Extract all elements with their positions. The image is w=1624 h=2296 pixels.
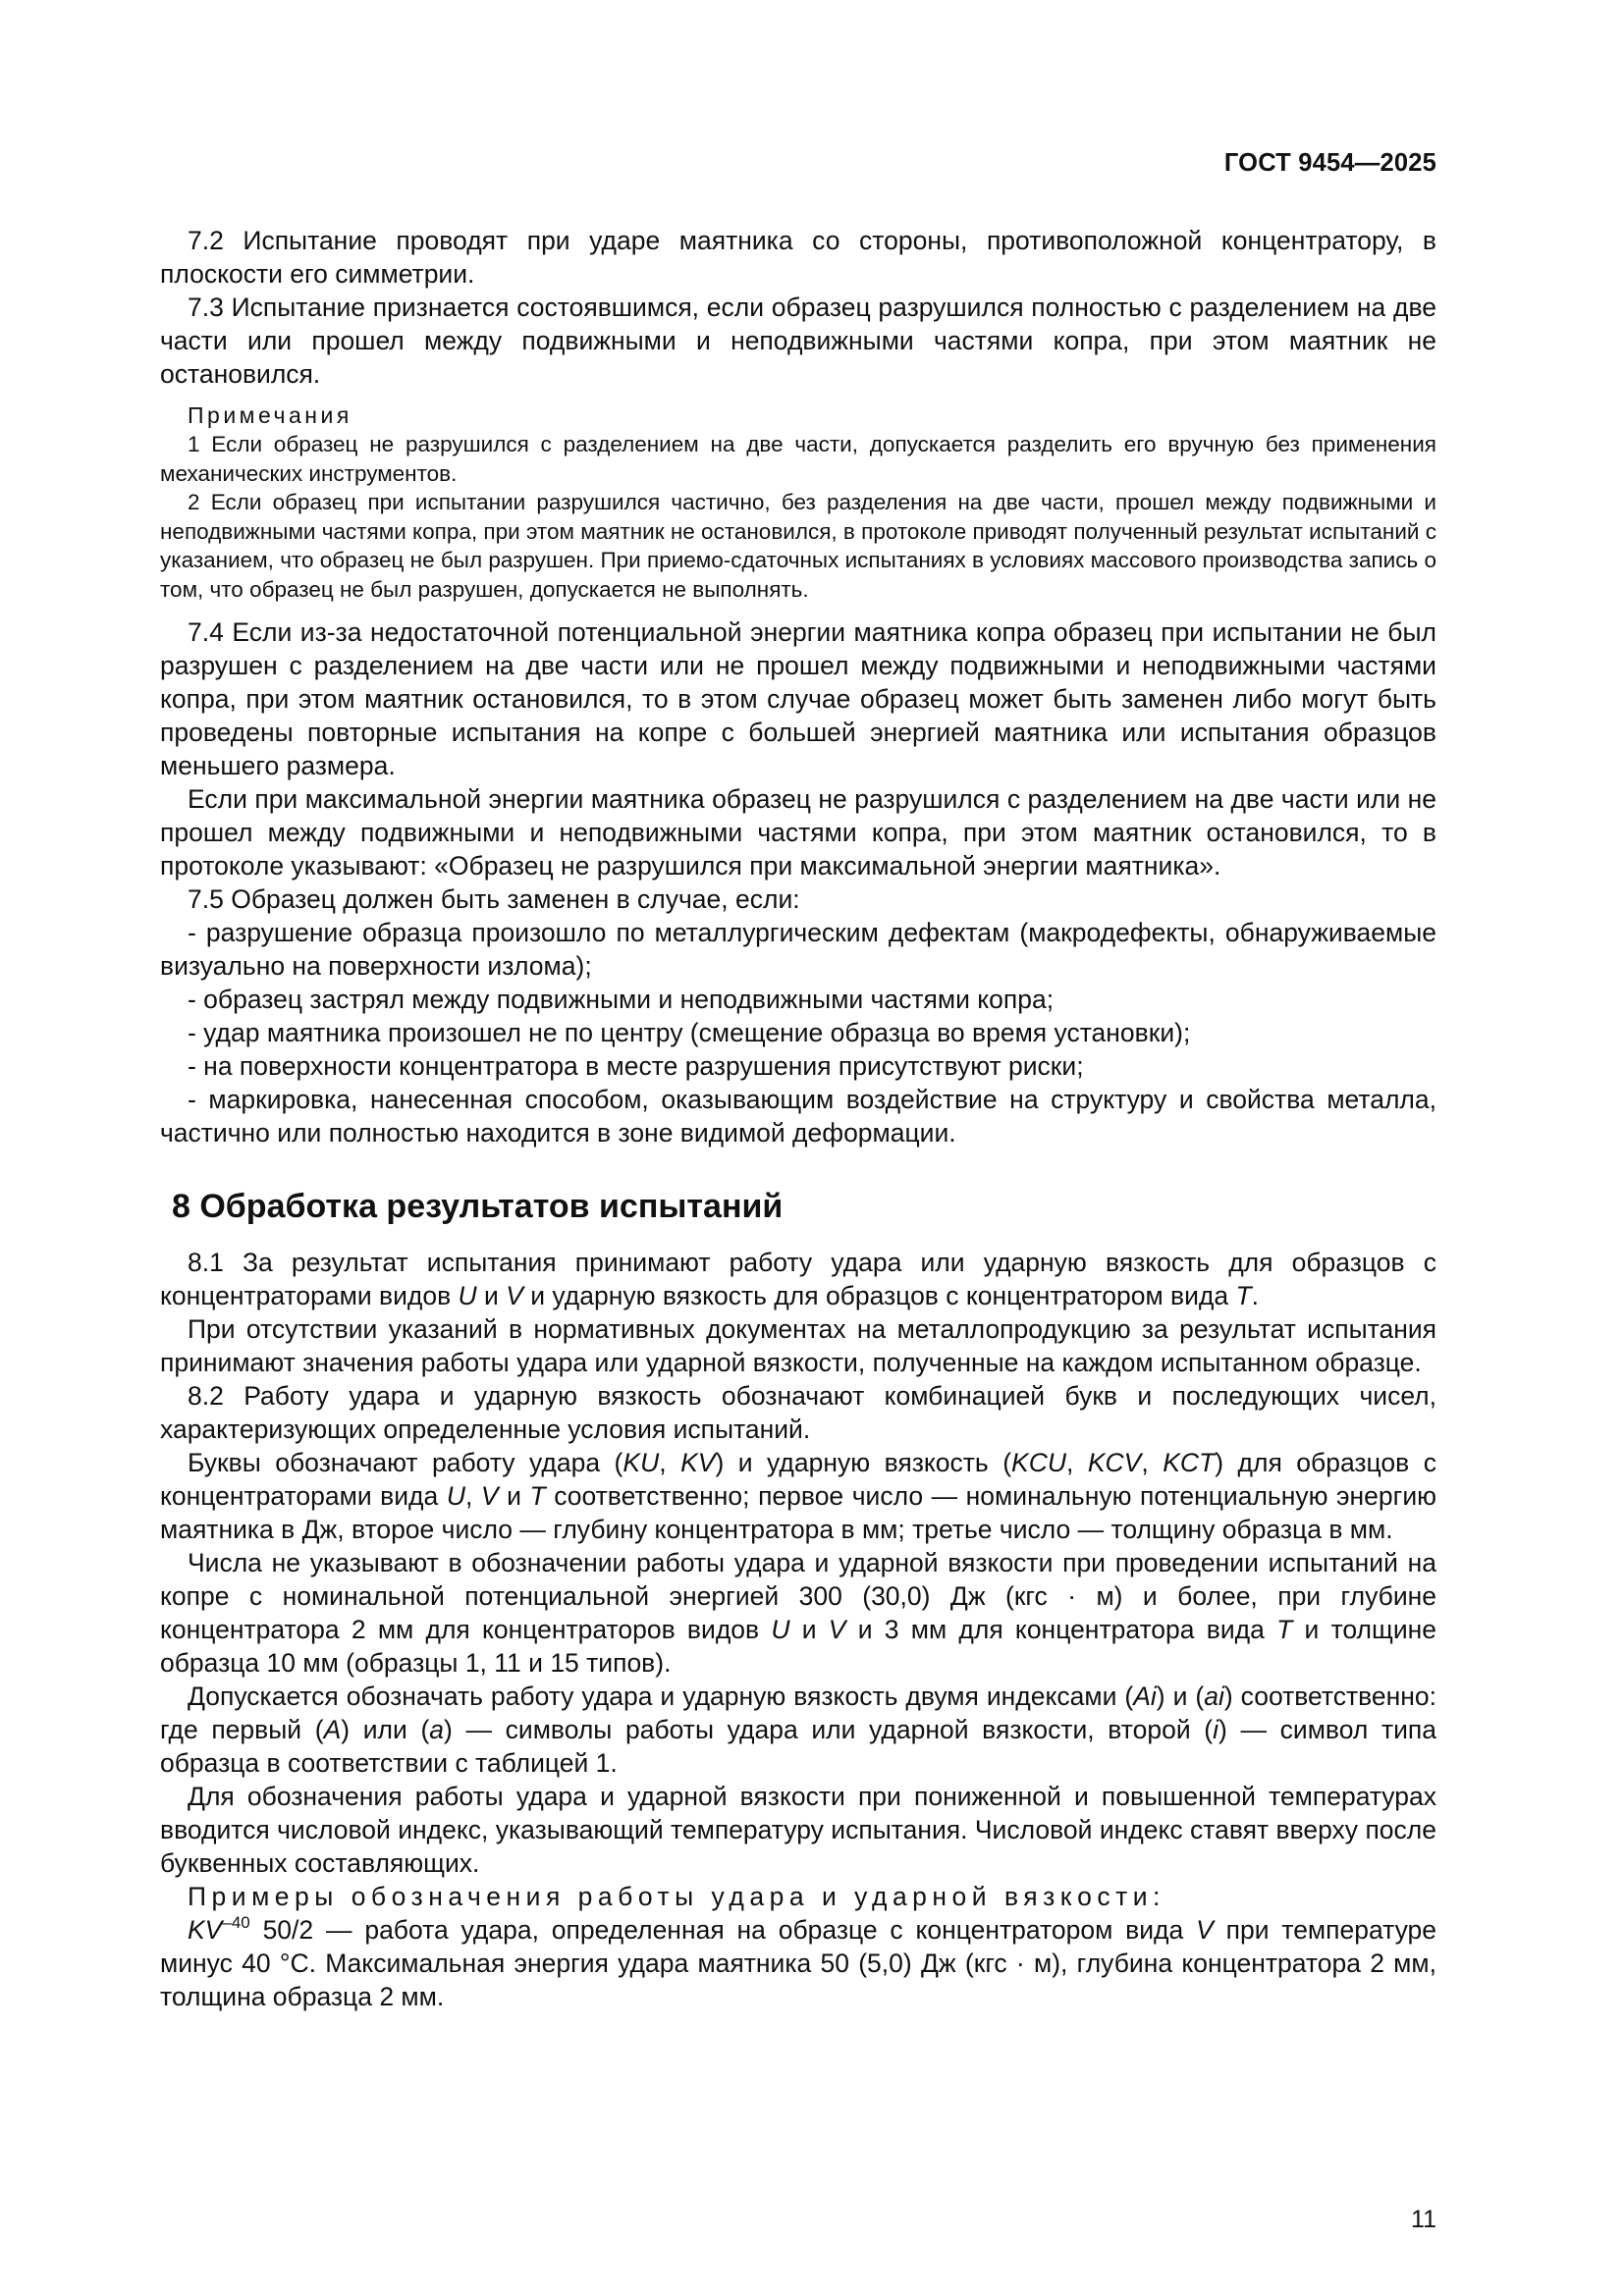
clause-7-3: 7.3 Испытание признается состоявшимся, если образец разрушился полностью с разделением на две части или прошел между подвижными и неподвижными частями копра, при этом маятник не остановился.: [160, 293, 1436, 389]
letters-paragraph: Буквы обозначают работу удара (KU, KV) и ударную вязкость (KCU, KCV, KCT) для образцов с концентраторами вида U, V и T соответственно; первое число — номинальную потенциальную энергию маятника в Дж, второе число — глубину концентратора в мм; третье число — толщину образца в мм.: [160, 1448, 1437, 1544]
bullet-item: - разрушение образца произошло по металлургическим дефектам (макродефекты, обнаруживаемые визуально на поверхности излома);: [160, 918, 1436, 981]
bullet-item: - на поверхности концентратора в месте разрушения присутствуют риски;: [188, 1051, 1084, 1081]
clause-7-4-paragraph: Если при максимальной энергии маятника образец не разрушился с разделением на две части или не прошел между подвижными и неподвижными частями копра, при этом маятник остановился, то в протоколе указывают: «Образец не разрушился при максимальной энергии маятника».: [160, 784, 1436, 881]
bullet-item: - маркировка, нанесенная способом, оказывающим воздействие на структуру и свойства металла, частично или полностью находится в зоне видимой деформации.: [160, 1085, 1436, 1148]
clause-8-2: 8.2 Работу удара и ударную вязкость обозначают комбинацией букв и последующих чисел, характеризующих определенные условия испытаний.: [160, 1381, 1436, 1444]
section-8-heading: 8 Обработка результатов испытаний: [172, 1188, 784, 1225]
clause-7-5: 7.5 Образец должен быть заменен в случае, если:: [188, 884, 800, 914]
numbers-paragraph: Числа не указывают в обозначении работы удара и ударной вязкости при проведении испытаний на копре с номинальной потенциальной энергией 300 (30,0) Дж (кгс · м) и более, при глубине концентратора 2 мм для концентраторов видов U и V и 3 мм для концентратора вида T и толщине образца 10 мм (образцы 1, 11 и 15 типов).: [160, 1548, 1437, 1678]
indices-paragraph: Допускается обозначать работу удара и ударную вязкость двумя индексами (Ai) и (ai) соответственно: где первый (A) или (a) — символы работы удара или ударной вязкости, второй (i) — символ типа образца в соответствии с таблицей 1.: [160, 1682, 1436, 1778]
document-body: [160, 224, 1436, 2013]
bullet-item: - образец застрял между подвижными и неподвижными частями копра;: [188, 985, 1055, 1014]
clause-8-1: 8.1 За результат испытания принимают работу удара или ударную вязкость для образцов с концентраторами видов U и V и ударную вязкость для образцов с концентратором вида T.: [160, 1248, 1436, 1310]
temperature-paragraph: Для обозначения работы удара и ударной вязкости при пониженной и повышенной температурах вводится числовой индекс, указывающий температуру испытания. Числовой индекс ставят вверху после буквенных составляющих.: [160, 1782, 1436, 1878]
clause-7-4: 7.4 Если из-за недостаточной потенциальной энергии маятника копра образец при испытании не был разрушен с разделением на две части или не прошел между подвижными и неподвижными частями копра, при этом маятник остановился, то в этом случае образец может быть заменен либо могут быть проведены повторные испытания на копре с большей энергией маятника или испытания образцов меньшего размера.: [160, 617, 1436, 780]
notes-block: [160, 400, 1436, 604]
note-2: 2 Если образец при испытании разрушился частично, без разделения на две части, прошел между подвижными и неподвижными частями копра, при этом маятник не остановился, в протоколе приводят полученный результат испытаний с указанием, что образец не был разрушен. При приемо-сдаточных испытаниях в условиях массового производства запись о том, что образец не был разрушен, допускается не выполнять.: [160, 490, 1436, 602]
clause-7-2: 7.2 Испытание проводят при ударе маятника со стороны, противоположной концентратору, в плоскости его симметрии.: [160, 226, 1436, 289]
example-1: $KV^{-40}$ 50/2 — работа удара, определенная на образце с концентратором вида V при температуре минус 40 °С. Максимальная энергия удара маятника 50 (5,0) Дж (кгс · м), глубина концентратора 2 мм, толщина образца 2 мм.: [160, 1913, 1436, 2011]
note-1: 1 Если образец не разрушился с разделением на две части, допускается разделить его вручную без применения механических инструментов.: [160, 432, 1436, 486]
bullet-item: - удар маятника произошел не по центру (смещение образца во время установки);: [188, 1018, 1191, 1047]
notes-title: Примечания: [188, 402, 352, 428]
examples-title: Примеры обозначения работы удара и ударной вязкости:: [188, 1882, 1165, 1911]
doc-code-header: ГОСТ 9454—2025: [1223, 149, 1436, 177]
clause-8-1-paragraph: При отсутствии указаний в нормативных документах на металлопродукцию за результат испытания принимают значения работы удара или ударной вязкости, полученные на каждом испытанном образце.: [160, 1314, 1436, 1377]
page-number: 11: [1411, 2206, 1436, 2233]
